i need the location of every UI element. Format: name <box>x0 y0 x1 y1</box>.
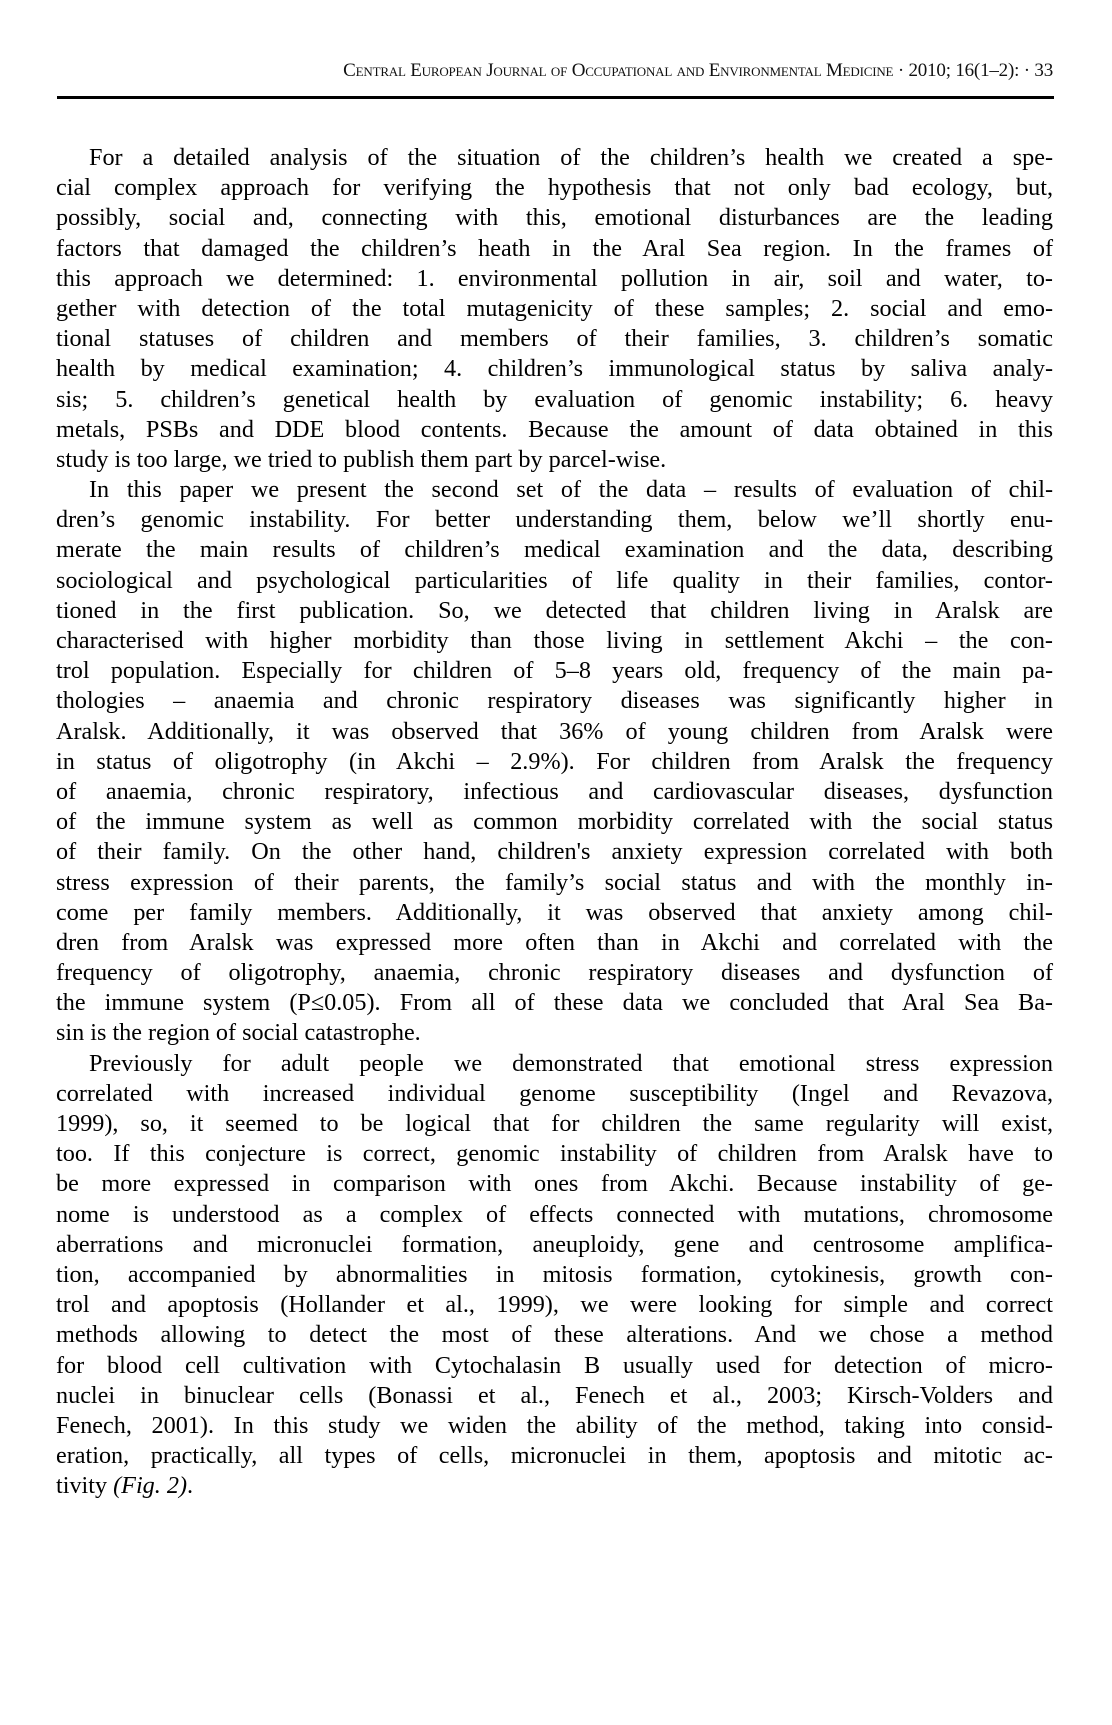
journal-title: Central European Journal of Occupational and Environmental Medicine <box>343 60 894 81</box>
text-line: aberrations and micronuclei formation, aneuploidy, gene and centrosome amplifica- <box>56 1230 1053 1258</box>
text-line: In this paper we present the second set of the data – results of evaluation of chil- <box>89 476 1053 504</box>
text-line: stress expression of their parents, the family’s social status and with the monthly in- <box>56 868 1053 896</box>
header-rule <box>57 96 1054 99</box>
text-line: sociological and psychological particularities of life quality in their families, contor- <box>56 566 1053 594</box>
text-line: come per family members. Additionally, it was observed that anxiety among chil- <box>56 898 1053 926</box>
text-line: study is too large, we tried to publish them part by parcel-wise. <box>56 445 667 473</box>
text-line: 1999), so, it seemed to be logical that for children the same regularity will exist, <box>56 1110 1053 1137</box>
text-line: cial complex approach for verifying the hypothesis that not only bad ecology, but, <box>56 174 1053 202</box>
text-line: sin is the region of social catastrophe. <box>56 1019 421 1047</box>
journal-citation: · 2010; 16(1–2): · 33 <box>893 60 1053 81</box>
text-line: nuclei in binuclear cells (Bonassi et al., Fenech et al., 2003; Kirsch-Volders and <box>56 1381 1053 1409</box>
paragraph-2 <box>56 475 1053 1049</box>
paragraph-3 <box>56 1049 1053 1502</box>
text-line: sis; 5. children’s genetical health by evaluation of genomic instability; 6. heavy <box>56 385 1053 413</box>
text-line: merate the main results of children’s medical examination and the data, describing <box>56 536 1053 564</box>
text-line: trol population. Especially for children of 5–8 years old, frequency of the main pa- <box>56 657 1053 685</box>
paragraph-1 <box>56 143 1053 475</box>
text-line: metals, PSBs and DDE blood contents. Because the amount of data obtained in this <box>56 415 1053 443</box>
text-line: frequency of oligotrophy, anaemia, chronic respiratory diseases and dysfunction of <box>56 959 1053 987</box>
text-line: Previously for adult people we demonstrated that emotional stress expression <box>89 1049 1053 1077</box>
text-line: tivity (Fig. 2). <box>56 1472 194 1500</box>
text-line: tion, accompanied by abnormalities in mitosis formation, cytokinesis, growth con- <box>56 1260 1053 1288</box>
text-line: For a detailed analysis of the situation of the children’s health we created a spe- <box>89 144 1053 171</box>
text-line: correlated with increased individual genome susceptibility (Ingel and Revazova, <box>56 1079 1053 1107</box>
text-line: in status of oligotrophy (in Akchi – 2.9%). For children from Aralsk the frequency <box>56 747 1053 775</box>
figure-reference[interactable]: (Fig. 2) <box>113 1472 188 1500</box>
text-line: dren’s genomic instability. For better understanding them, below we’ll shortly enu- <box>56 506 1053 534</box>
text-line: factors that damaged the children’s heath in the Aral Sea region. In the frames of <box>56 234 1053 262</box>
text-line: tional statuses of children and members of their families, 3. children’s somatic <box>56 325 1053 353</box>
text-line: be more expressed in comparison with ones from Akchi. Because instability of ge- <box>56 1170 1053 1198</box>
text-line: eration, practically, all types of cells, micronuclei in them, apoptosis and mitotic ac- <box>56 1442 1053 1470</box>
body-text <box>56 143 1053 1501</box>
text-line: thologies – anaemia and chronic respiratory diseases was significantly higher in <box>56 687 1053 715</box>
text-line: too. If this conjecture is correct, genomic instability of children from Aralsk have to <box>56 1140 1053 1168</box>
text-line: dren from Aralsk was expressed more often than in Akchi and correlated with the <box>56 928 1053 956</box>
text-line: the immune system (P≤0.05). From all of these data we concluded that Aral Sea Ba- <box>56 989 1053 1017</box>
text-line: possibly, social and, connecting with this, emotional disturbances are the leading <box>56 204 1053 232</box>
text-line: Aralsk. Additionally, it was observed that 36% of young children from Aralsk were <box>56 717 1053 745</box>
text-line: methods allowing to detect the most of these alterations. And we chose a method <box>56 1321 1053 1349</box>
text-line: this approach we determined: 1. environmental pollution in air, soil and water, to- <box>56 264 1053 292</box>
text-line: nome is understood as a complex of effects connected with mutations, chromosome <box>56 1200 1053 1228</box>
text-line: gether with detection of the total mutagenicity of these samples; 2. social and emo- <box>56 294 1053 322</box>
text-line: health by medical examination; 4. children’s immunological status by saliva analy- <box>56 355 1053 383</box>
text-line: for blood cell cultivation with Cytochalasin B usually used for detection of micro- <box>56 1351 1053 1379</box>
text-line: characterised with higher morbidity than those living in settlement Akchi – the con- <box>56 627 1053 654</box>
text-line: Fenech, 2001). In this study we widen the ability of the method, taking into consid- <box>56 1411 1053 1439</box>
text-line: of the immune system as well as common morbidity correlated with the social status <box>56 808 1053 836</box>
text-line: trol and apoptosis (Hollander et al., 1999), we were looking for simple and correct <box>56 1291 1053 1319</box>
text-line: of their family. On the other hand, children's anxiety expression correlated with both <box>56 838 1053 866</box>
running-head <box>59 60 1053 90</box>
text-line: tioned in the first publication. So, we detected that children living in Aralsk are <box>56 596 1053 624</box>
text-line: of anaemia, chronic respiratory, infectious and cardiovascular diseases, dysfunction <box>56 777 1053 805</box>
